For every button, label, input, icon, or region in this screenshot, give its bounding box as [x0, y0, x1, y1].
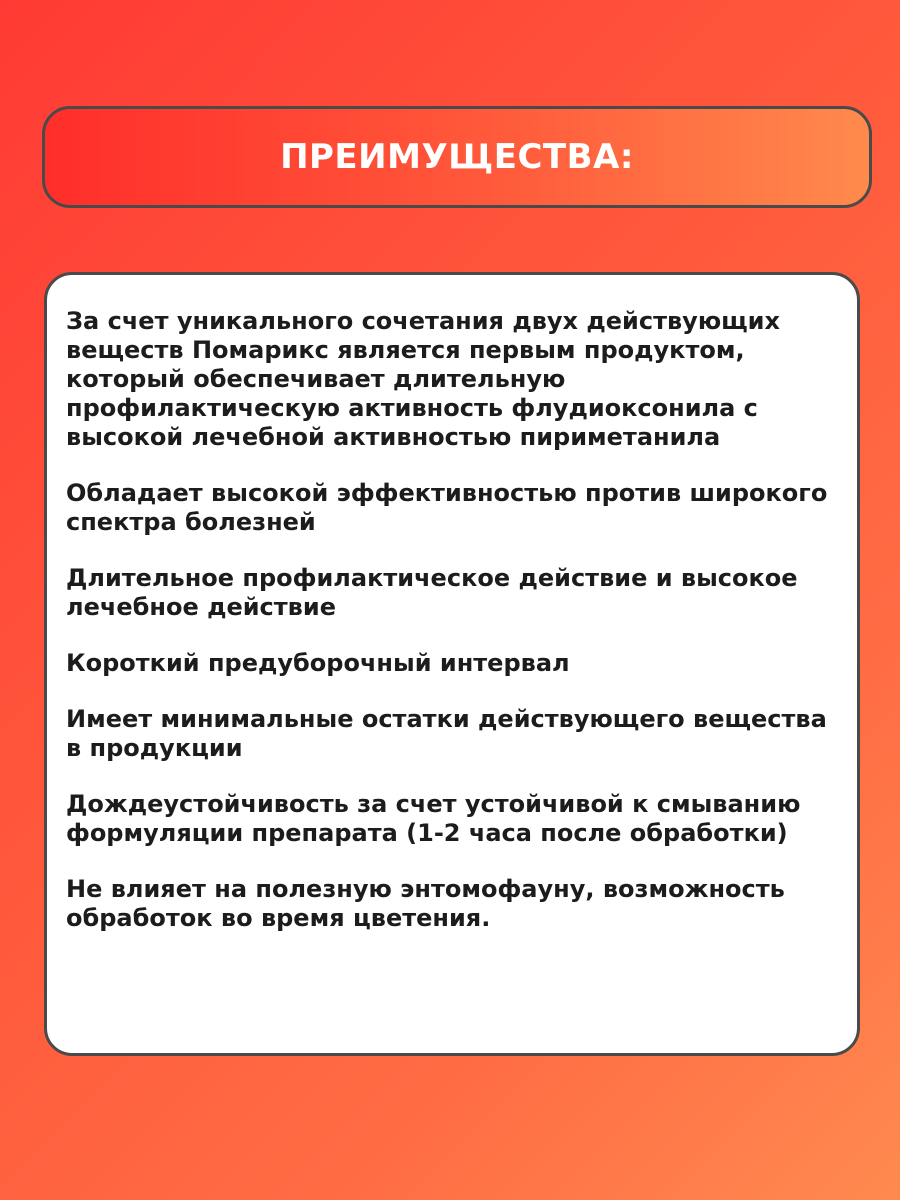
benefit-item: Короткий предуборочный интервал: [66, 649, 570, 677]
benefit-item: Не влияет на полезную энтомофауну, возможность обработок во время цветения.: [66, 875, 785, 932]
benefit-item: За счет уникального сочетания двух действующих веществ Помарикс является первым продуктом, который обеспечивает длительную профилактическую активность флудиоксонила с высокой лечебной активностью пириметанила: [66, 307, 780, 451]
benefit-item: Дождеустойчивость за счет устойчивой к смыванию формуляции препарата (1-2 часа после обработки): [66, 790, 801, 847]
benefit-item: Имеет минимальные остатки действующего вещества в продукции: [66, 705, 827, 762]
page-title: ПРЕИМУЩЕСТВА:: [280, 137, 634, 177]
benefit-item: Обладает высокой эффективностью против широкого спектра болезней: [66, 479, 828, 536]
title-banner: [42, 106, 872, 208]
benefit-item: Длительное профилактическое действие и высокое лечебное действие: [66, 564, 798, 621]
benefits-card: [44, 272, 860, 1056]
